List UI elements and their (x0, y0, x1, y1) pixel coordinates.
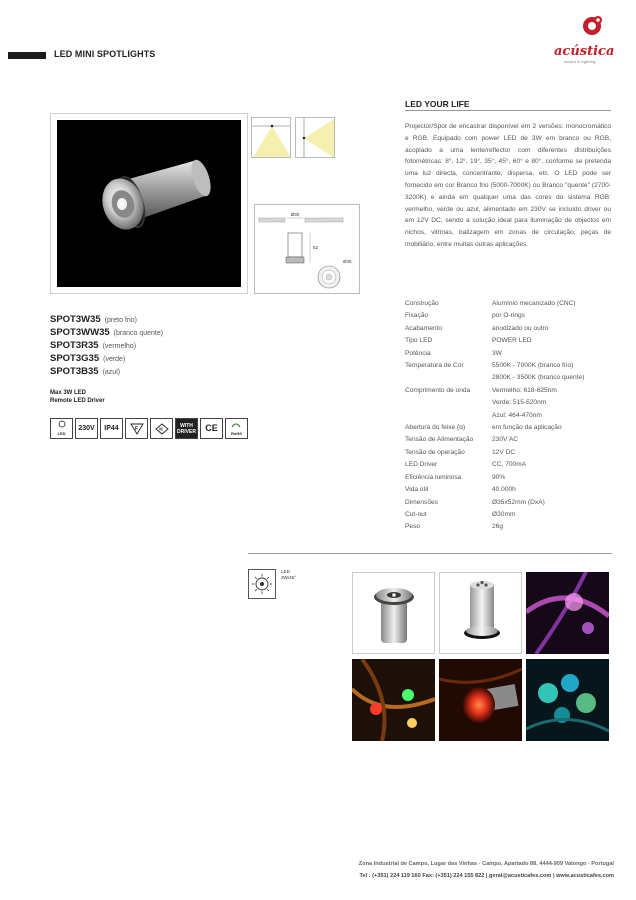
certification-badges (50, 418, 248, 439)
logo-mark-icon (548, 14, 620, 46)
model-list (50, 314, 163, 379)
footer-address: Zona Industrial de Campo, Lugar das Vinhas - Campo, Apartado 88, 4444-909 Valongo - Portugal (358, 861, 614, 867)
gallery-image-red-spot (439, 659, 522, 741)
spec-row: Comprimento de onda Vermelho: 618-625nm Verde: 515-520nm Azul: 464-470nm (405, 386, 557, 419)
brand-logo (548, 14, 620, 66)
spotlight-product-image (57, 120, 241, 287)
spec-row: Tensão de Alimentação 230V AC (405, 436, 519, 444)
svg-text:III: III (158, 426, 163, 432)
spec-row: Fixação por O-rings (405, 312, 525, 320)
brand-name: acústica (554, 44, 615, 59)
ce-mark-badge: CE (200, 418, 223, 439)
footer-contacts: Tel : (+351) 224 119 160 Fax: (+351) 224 155 822 | geral@acusticafes.com | www.acusticafes.com (359, 873, 614, 879)
spec-row: Abertura do feixe (α) em função da aplicação (405, 424, 562, 432)
ip-rating-badge: IP44 (100, 418, 123, 439)
model-item: SPOT3W35 (preto frio) (50, 314, 137, 325)
intro-text: Projector/Spot de encastrar disponível em 2 versões: monocromático e RGB. Equipado com power LED de 3W em branco ou RGB, acoplado a uma lente/reflector com diferentes distribuições fotométricas: 8°, 12°, 19°, 35°, 45°, 60° e 80°, conforme se pretenda uma luz directa, concentrante, dispersa, etc. O LED pode ser fornecido em cor Branco frio (5000-7000K) ou Branco "quente" (2700-3200K) e ainda em qualquer uma das cores do sistema RGB: vermelho, verde ou azul, alimentado em 230V se incluído driver ou em 12V DC, sendo a solução ideal para iluminação de objectos em nichos, vitrinas, balizagem em zonas de circulação, peças de mobiliário, entre muitas outras aplicações. (405, 123, 611, 248)
spec-row: Dimensões Ø35x52mm (DxA) (405, 498, 545, 506)
rohs-badge-icon: RoHS (225, 418, 248, 439)
spec-row: Acabamento anodizado ou outro (405, 324, 549, 332)
spec-row: Tensão de operação 12V DC (405, 448, 516, 456)
led-type-label: LED 3W/45° (281, 569, 297, 580)
spec-row: Tipo LED POWER LED (405, 337, 532, 345)
technical-drawing-icon (255, 205, 361, 295)
f-mark-badge-icon (125, 418, 148, 439)
beam-diagram-wide-icon (251, 117, 291, 158)
led-type-icon (248, 569, 276, 599)
gallery-image-spot-rgb (439, 572, 522, 654)
spec-row: Construção Alumínio mecanizado (CNC) (405, 300, 576, 307)
beam-diagram-side-icon (295, 117, 335, 158)
model-item: SPOT3G35 (verde) (50, 353, 126, 364)
spec-table (405, 298, 611, 534)
voltage-badge: 230V (75, 418, 98, 439)
brand-tagline: sound & lighting (564, 59, 596, 64)
gallery-image-teal-application (526, 659, 609, 741)
model-item: SPOT3B35 (azul) (50, 366, 121, 377)
spec-row: Potência 3W (405, 349, 502, 357)
spec-row: Peso 26g (405, 523, 504, 531)
dim-side-label: 52 (313, 245, 319, 250)
extras-list (50, 389, 105, 405)
spec-row: Temperatura de Cor 5500K - 7000K (branco frio) 2800K - 3500K (branco quente) (405, 362, 585, 382)
intro-title: LED YOUR LIFE (405, 99, 470, 109)
spec-row: Cut-out Ø30mm (405, 510, 516, 518)
header-bar (8, 52, 46, 59)
with-driver-badge: WITH DRIVER (175, 418, 198, 439)
title-rule (405, 110, 611, 111)
svg-text:F: F (134, 425, 138, 432)
class-iii-badge-icon (150, 418, 173, 439)
spec-row: LED Driver CC, 700mA (405, 461, 527, 469)
spec-row: Vida útil 40.000h (405, 486, 516, 494)
spec-row: Eficiência luminosa 90% (405, 473, 506, 481)
extra-item: Max 3W LED (50, 390, 87, 396)
model-item: SPOT3WW35 (branco quente) (50, 327, 164, 338)
extra-item: Remote LED Driver (50, 398, 105, 404)
dim-round-label: Ø35 (343, 259, 352, 264)
led-badge-icon: LED (50, 418, 73, 439)
section-title: LED MINI SPOTLIGHTS (54, 49, 156, 59)
section-divider (248, 553, 612, 554)
product-photo (50, 113, 248, 294)
gallery-image-purple-application (526, 572, 609, 654)
dim-top-label: Ø30 (290, 212, 300, 217)
dimension-drawing (254, 204, 360, 294)
model-item: SPOT3R35 (vermelho) (50, 340, 137, 351)
gallery-image-warm-application (352, 659, 435, 741)
gallery-image-spot-front (352, 572, 435, 654)
